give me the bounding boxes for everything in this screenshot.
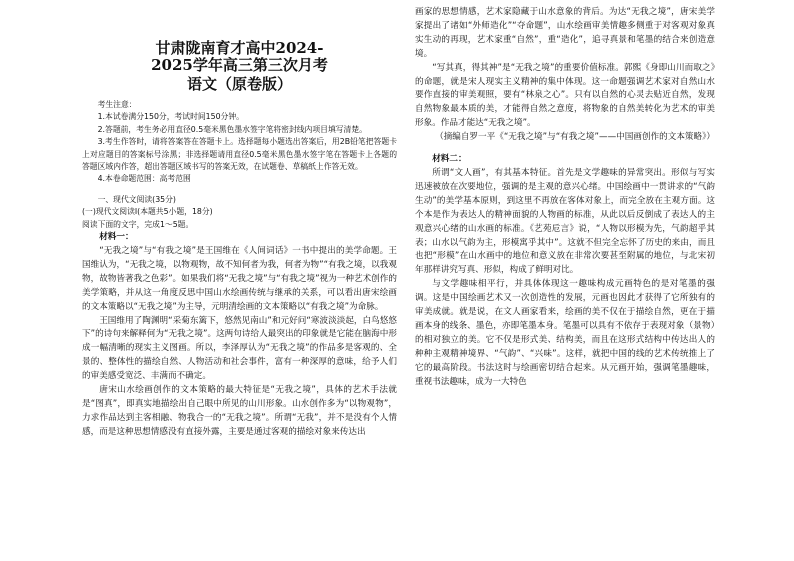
material2-label: 材料二： — [432, 154, 467, 165]
exam-title-line1: 甘肃陇南育才高中2024- — [155, 39, 324, 57]
exam-title-line3: 语文（原卷版） — [186, 75, 292, 93]
notice-item-3: 3.考生作答时，请将答案答在答题卡上。选择题每小题选出答案后，用2B铅笔把答题卡上对应题目的答案标号涂黑；非选择题请用直径0.5毫米黑色墨水签字笔在答题卡上各题的答题区域内作答，超出答题区域书写的答案无效，在试题卷、草稿纸上作答无效。 — [82, 137, 397, 172]
exam-title-line2: 2025学年高三第三次月考 — [151, 56, 328, 74]
reading-instruction: 阅读下面的文字，完成1～5题。 — [82, 219, 194, 229]
material2-para-2: 与文学趣味相平行，并具体体现这一趣味构成元画特色的是对笔墨的强调。这是中国绘画艺术又一次创造性的发展，元画也因此才获得了它所独有的审美成就。就是说，在文人画家看来，绘画的美不仅在于描绘自然，更在于描画本身的线条、墨色，亦即笔墨本身。笔墨可以具有不依存于表现对象（景物）的相对独立的美。它不仅是形式美、结构美，而且在这形式结构中传达出人的种种主观精神境界、“气韵”、“兴味”。这样，就把中国的线的艺术传统推上了它的最高阶段。书法这时与绘画密切结合起来。从元画开始，强调笔墨趣味，重视书法趣味，成为一大特色 — [415, 279, 715, 387]
right-column — [415, 0, 715, 389]
material2-para-1: 所谓“文人画”，有其基本特征。首先是文学趣味的异常突出。形似与写实迅速被放在次要地位，强调的是主观的意兴心绪。中国绘画中一贯讲求的“气韵生动”的美学基本原则，到这里不再放在客体对象上，而完全放在主观方面。这个本是作为表达人的精神面貌的人物画的标准，从此以后反倒成了表达人的主观意兴心绪的山水画的标准。《艺苑卮言》说，“人物以形模为先，气韵超乎其表；山水以气韵为主，形模寓乎其中”。这就不但完全忘怀了历史的来由，而且也把“形模”在山水画中的地位和意义放在非常次要甚至附属的地位，与北宋初年那样讲究写真、形似，构成了鲜明对比。 — [415, 167, 715, 276]
material1-para-3: 唐宋山水绘画创作的文本策略的最大特征是“无我之境”，具体的艺术手法就是“图真”，即真实地描绘出自己眼中所见的山川形象。山水创作多为“以物观物”，力求作品达到主客相融、物我合一的“无我之境”。所谓“无我”，并不是没有个人情感，而是这种思想情感没有直接外露，主要是通过客观的描绘对象来传达出 — [82, 385, 397, 437]
notice-heading: 考生注意： — [97, 100, 137, 109]
left-column — [82, 0, 397, 440]
material1-para-1: “无我之境”与“有我之境”是王国维在《人间词话》一书中提出的美学命题。王国维认为，“无我之境，以物观物，故不知何者为我，何者为物”“有我之境，以我观物，故物皆著我之色彩”。如果我们将“无我之境”与“有我之境”视为一种艺术创作的美学策略，并从这一角度反思中国山水绘画传统与继承的关系，可以看出唐宋绘画的文本策略以“无我之境”为主导，元明清绘画的文本策略以“有我之境”为命脉。 — [82, 245, 397, 312]
material1-para-2: 王国维用了陶渊明“采菊东篱下，悠然见南山”和元好问“寒波淡淡起，白鸟悠悠下”的诗句来解释何为“无我之境”。这两句诗给人最突出的印象就是它能在脑海中形成一幅清晰的现实主义图画。所以，李泽厚认为“无我之境”的作品多是客观的、全景的、整体性的描绘自然、人物活动和社会事件，富有一种深厚的意味，给予人们的审美感受宽泛、丰满而不确定。 — [82, 315, 397, 382]
citation: （摘编自罗一平《“无我之境”与“有我之境”——中国画创作的文本策略》） — [435, 132, 715, 143]
section-heading: 一、现代文阅读(35分) — [97, 194, 176, 204]
material1-label: 材料一： — [99, 232, 134, 243]
notice-item-2: 2.答题前，考生务必用直径0.5毫米黑色墨水签字笔将密封线内项目填写清楚。 — [97, 124, 367, 134]
notice-item-1: 1.本试卷满分150分，考试时间150分钟。 — [97, 112, 244, 122]
material1-cont-2: “写其真，得其神”是“无我之境”的重要价值标准。郭熙《身即山川而取之》的命题，就是宋人现实主义精神的集中体现。这一命题强调艺术家对自然山水要作直接的审美观照，要有“林泉之心”。只有以自然的心灵去贴近自然，发现自然物象最本质的美，才能得自然之意度，将物象的自然美转化为艺术的审美形象。作品才能达“无我之境”。 — [415, 62, 715, 129]
notice-item-4: 4.本卷命题范围：高考范围 — [97, 174, 191, 184]
material1-cont-1: 画家的思想情感，艺术家隐藏于山水意象的背后。为达“无我之境”，唐宋美学家提出了诸如“外师造化”“夺命题”，山水绘画审美情趣多侧重于对客观对象真实生动的再现，艺术家重“自然”，重“造化”，追寻真景和笔墨的结合来创造意境。 — [415, 7, 715, 59]
sub-section-heading: (一)现代文阅读I(本题共5小题，18分) — [82, 207, 213, 217]
